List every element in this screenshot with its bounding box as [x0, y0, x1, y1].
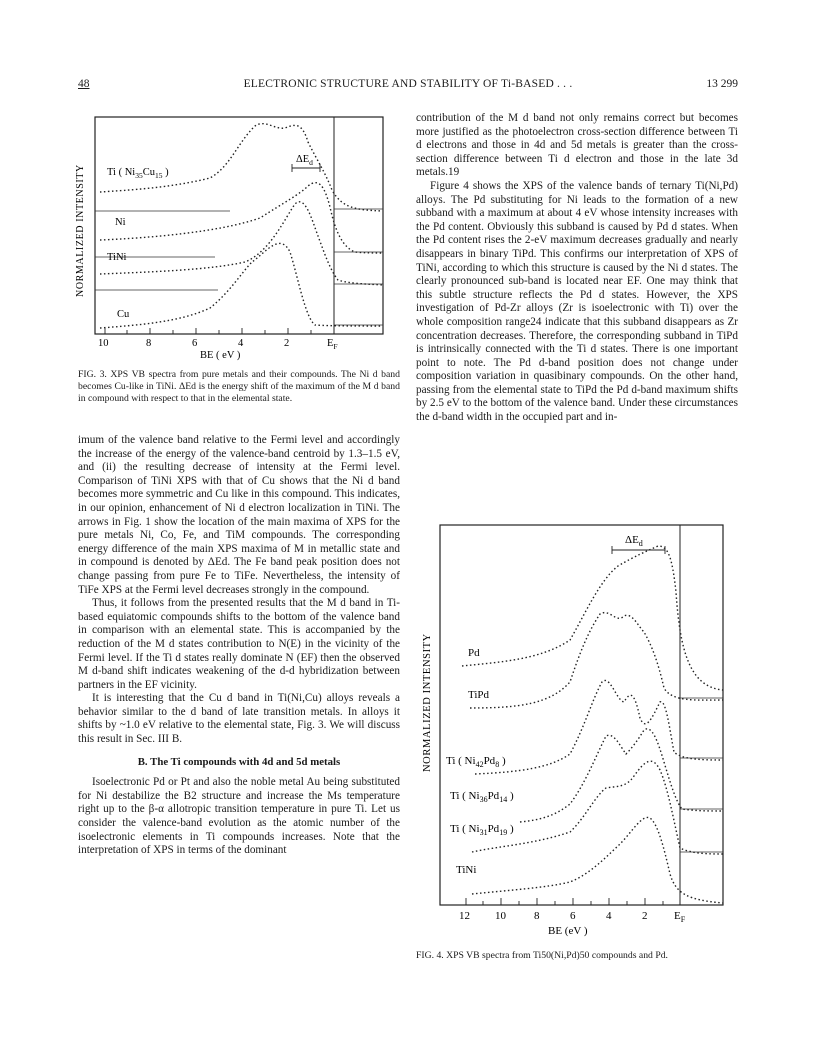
fig3-spectrum-ni — [100, 183, 383, 253]
fig3-tick-label: 4 — [238, 338, 244, 349]
fig4-tick-label: 4 — [606, 910, 612, 922]
fig3-caption: FIG. 3. XPS VB spectra from pure metals and their compounds. The Ni d band becomes Cu-like in TiNi. ΔEd is the energy shift of the maximum of the M d band in compound with respect to that in the elemental state. — [78, 369, 400, 404]
fig3-label-tini: TiNi — [107, 252, 127, 263]
fig3-xlabel: BE ( eV ) — [200, 350, 241, 361]
fig4-tick-label: 6 — [570, 910, 576, 922]
fig4-ticks — [466, 898, 663, 905]
fig4-spectrum-ni36 — [520, 729, 723, 822]
volume-page: 13 299 — [706, 78, 738, 90]
fig3-ticks — [105, 328, 311, 334]
fig3-tick-label: 6 — [192, 338, 198, 349]
fig3-spectrum-tini — [100, 202, 383, 285]
fig4-spectrum-tipd — [470, 613, 723, 708]
right-column — [416, 112, 738, 425]
figure-4 — [420, 522, 730, 944]
figure-3 — [70, 112, 390, 362]
fig3-label-ni: Ni — [115, 217, 126, 228]
fig4-caption: FIG. 4. XPS VB spectra from Ti50(Ni,Pd)50 compounds and Pd. — [416, 950, 668, 961]
fig4-spectrum-ni42 — [475, 680, 723, 774]
paragraph: Isoelectronic Pd or Pt and also the noble metal Au being substituted for Ni destabilize the B2 structure and increase the Ms temperature right up to the β-α allotropic transition temperature in pure Ti. Let us consider the valence-band evolution as the atomic number of the isoelectronic elements in Ti compounds increases. Note that the interpretation of XPS in terms of the dominant — [78, 776, 400, 857]
fig4-label-ni42: Ti ( $Ni_{42}Pd_8$ ) — [446, 755, 506, 769]
fig3-tick-label: 8 — [146, 338, 152, 349]
fig4-tick-label: 8 — [534, 910, 540, 922]
fig3-tick-label: 2 — [284, 338, 290, 349]
fig4-label-pd: Pd — [468, 647, 480, 659]
paragraph: contribution of the M d band not only remains correct but becomes more justified as the photoelectron cross-section difference between Ti d electrons and those in 4d and 5d metals is greater than the cross-section difference between Ti d electron and those in the late 3d metals.19 — [416, 112, 738, 179]
fig4-tick-label-ef: $E_F$ — [674, 910, 686, 924]
fig4-spectrum-pd — [462, 546, 723, 690]
fig4-frame — [440, 525, 723, 905]
fig3-label-cu: Cu — [117, 309, 130, 320]
fig4-tick-label: 10 — [495, 910, 506, 922]
fig4-label-ni31: Ti ( $Ni_{31}Pd_{19}$ ) — [450, 823, 514, 837]
fig3-frame — [95, 117, 383, 334]
fig3-ylabel: NORMALIZED INTENSITY — [75, 164, 86, 297]
fig4-delta-label: $\Delta E_d$ — [625, 534, 643, 548]
page-number: 48 — [78, 78, 90, 90]
section-heading: B. The Ti compounds with 4d and 5d metals — [137, 755, 341, 768]
paragraph: imum of the valence band relative to the Fermi level and accordingly the increase of the energy of the valence-band centroid by 1.3–1.5 eV, and (ii) the resulting decrease of intensity at the Fermi level. Comparison of TiNi XPS with that of Cu shows that the Ni d band becomes more symmetric and Cu like in this compound. This indicates, in our opinion, enhancement of Ni d electron localization in TiNi. The arrows in Fig. 1 show the location of the main maxima of XPS for the pure metals Ni, Co, Fe, and TiM compounds. The corresponding energy difference of the main XPS maxima of M in metallic state and in compound is denoted by ΔEd. The Fe band peak position does not change passing from pure Fe to TiFe. Nevertheless, the intensity of TiFe XPS at the Fermi level decreases strongly in the compound. — [78, 434, 400, 596]
fig3-tick-label-ef: $E_F$ — [327, 338, 338, 351]
paragraph: Figure 4 shows the XPS of the valence bands of ternary Ti(Ni,Pd) alloys. The Pd substituting for Ni leads to the formation of a new subband with a maximum at about 4 eV whose intensity increases with the Pd content. Obviously this subband is caused by Pd d states. When the Pd content rises the 2-eV maximum decreases gradually and nearly disappears in binary TiPd. This confirms our interpretation of XPS of TiNi, according to which this structure is caused by the Ni d states. The clearly pronounced sub-band is located near EF. One may think that this subtle structure reflects the Pd d states. However, the XPS investigation of Pd-Zr alloys (Zr is isoelectronic with Ti) over the whole composition range24 indicate that this subband disappears as Zr concentration decreases. Therefore, the corresponding subband in TiPd is intrinsically connected with the Ti d states. There is one important point to note. The Pd d-band position does not change under composition variation in quasibinary compounds. On the other hand, passing from the elemental state to TiPd the Pd d-band maximum shifts by 2.5 eV to the bottom of the valence band. Under these circumstances the d-band width in the occupied part and in- — [416, 179, 738, 424]
running-header — [78, 78, 738, 94]
fig4-ylabel: NORMALIZED INTENSITY — [422, 633, 433, 772]
fig4-spectrum-ni31 — [472, 761, 723, 854]
fig3-spectrum-cu — [100, 243, 383, 328]
paragraph: It is interesting that the Cu d band in Ti(Ni,Cu) alloys reveals a behavior similar to the d band of late transition metals. In alloys it shifts by ~1.0 eV relative to the elemental state, Fig. 3. We will discuss this result in Sec. III B. — [78, 692, 400, 746]
fig4-label-tipd: TiPd — [468, 689, 490, 701]
paragraph: Thus, it follows from the presented results that the M d band in Ti-based equiatomic compounds shifts to the bottom of the valence band in comparison with an elemental state. This is accompanied by the reduction of the M d states contribution to N(E) in the vicinity of the Fermi level. If the Ti d states really dominate N (EF) then the observed M d-band shift indicates weakening of the d-d hybridization between partners in the EF vicinity. — [78, 597, 400, 691]
running-title: ELECTRONIC STRUCTURE AND STABILITY OF Ti-BASED . . . — [243, 78, 573, 90]
fig4-label-ni36: Ti ( $Ni_{36}Pd_{14}$ ) — [450, 790, 514, 804]
fig3-delta-label: $\Delta E_d$ — [296, 154, 313, 167]
fig3-tick-label: 10 — [98, 338, 109, 349]
fig4-tick-label: 2 — [642, 910, 648, 922]
fig4-tick-label: 12 — [459, 910, 470, 922]
fig4-label-tini: TiNi — [456, 864, 477, 876]
left-column — [78, 434, 400, 858]
fig4-xlabel: BE (eV ) — [548, 925, 588, 937]
fig3-label-tinicu: Ti ( $Ni_{35}Cu_{15}$ ) — [107, 167, 169, 180]
